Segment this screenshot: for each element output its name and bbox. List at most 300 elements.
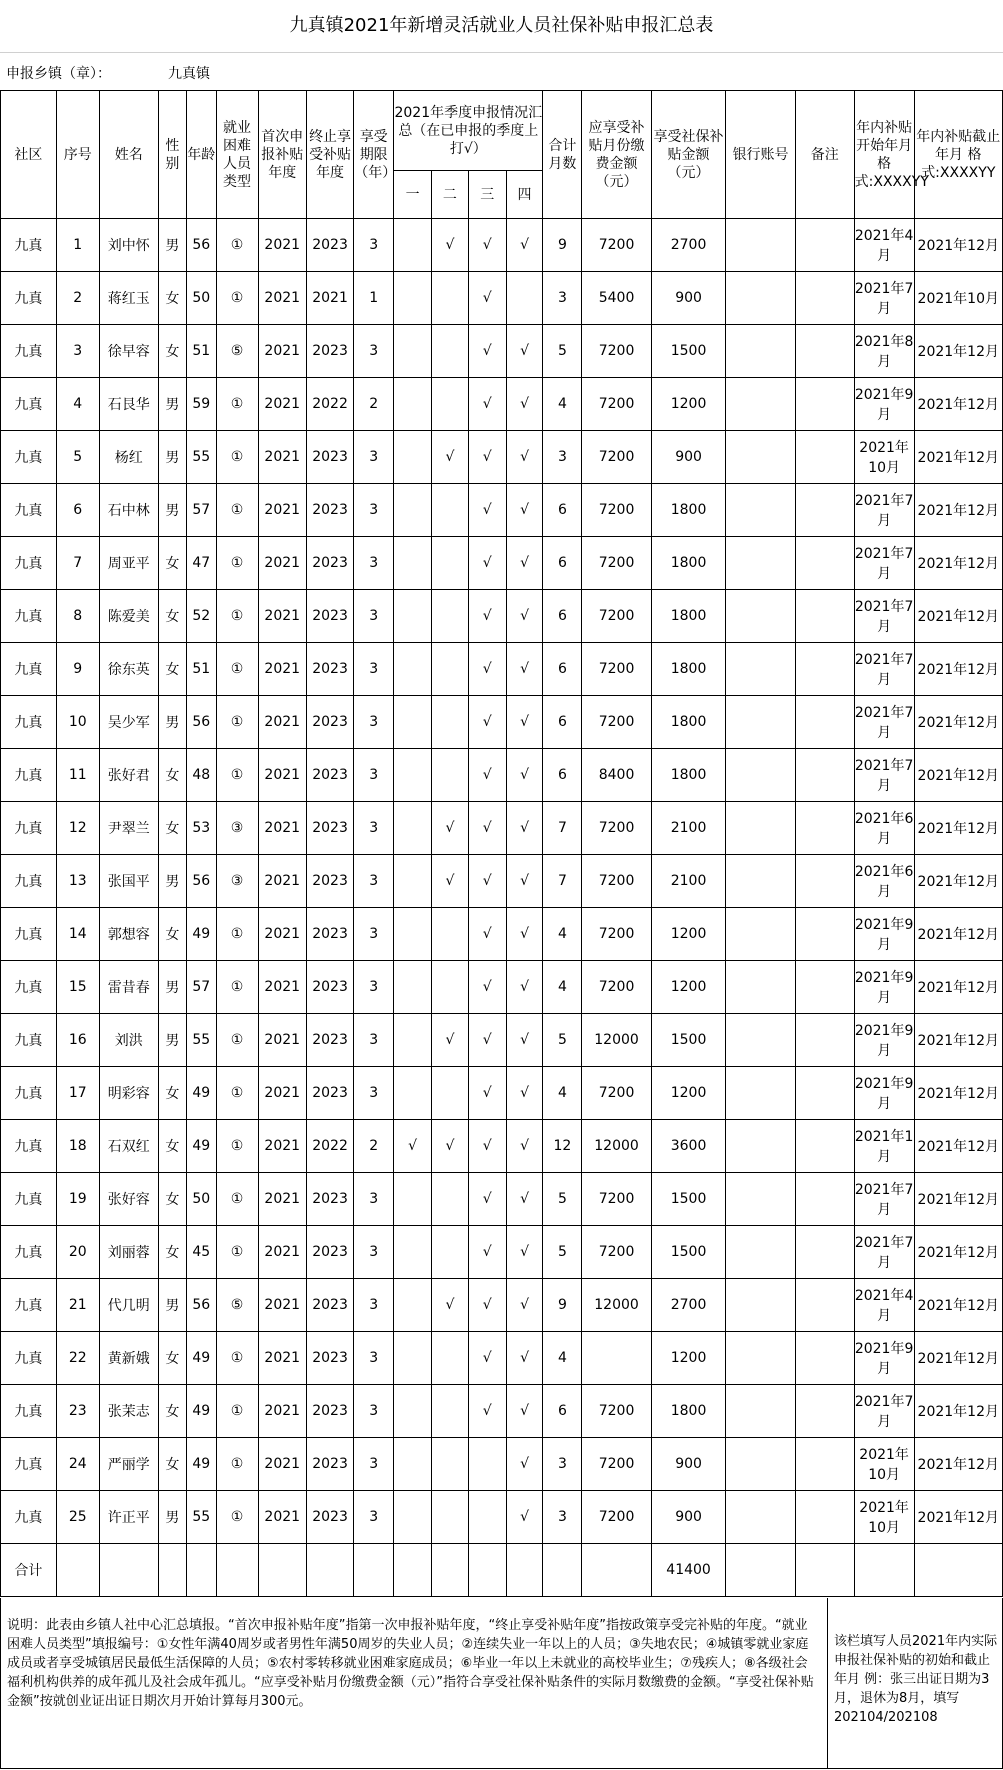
table-row	[1, 537, 1003, 590]
cell-seq: 15	[56, 961, 99, 1014]
cell-remark	[795, 908, 854, 961]
cell-end-month: 2021年12月	[914, 1385, 1002, 1438]
header-age: 年龄	[187, 91, 216, 219]
cell-remark	[795, 431, 854, 484]
cell-first-year: 2021	[258, 908, 306, 961]
cell-q1	[394, 1332, 432, 1385]
header-period: 享受期限（年）	[354, 91, 394, 219]
cell-remark	[795, 696, 854, 749]
cell-months: 6	[543, 1385, 582, 1438]
total-empty-cell	[187, 1544, 216, 1597]
cell-q4	[506, 272, 543, 325]
cell-period: 3	[354, 1226, 394, 1279]
cell-first-year: 2021	[258, 484, 306, 537]
cell-type: ③	[216, 855, 258, 908]
table-row	[1, 1332, 1003, 1385]
cell-q2: √	[432, 802, 469, 855]
cell-age: 57	[187, 484, 216, 537]
total-empty-cell	[158, 1544, 186, 1597]
cell-q3: √	[468, 537, 506, 590]
cell-q3: √	[468, 1014, 506, 1067]
cell-bank	[726, 802, 795, 855]
cell-q2	[432, 1067, 469, 1120]
table-row	[1, 1014, 1003, 1067]
cell-gender: 男	[158, 219, 186, 272]
cell-end-year: 2023	[306, 1014, 353, 1067]
cell-community: 九真	[1, 749, 57, 802]
cell-age: 52	[187, 590, 216, 643]
cell-age: 59	[187, 378, 216, 431]
cell-community: 九真	[1, 484, 57, 537]
cell-seq: 1	[56, 219, 99, 272]
cell-q1	[394, 1173, 432, 1226]
cell-period: 3	[354, 855, 394, 908]
cell-gender: 女	[158, 802, 186, 855]
cell-q1	[394, 431, 432, 484]
cell-end-month: 2021年12月	[914, 961, 1002, 1014]
cell-remark	[795, 802, 854, 855]
cell-end-year: 2023	[306, 1385, 353, 1438]
cell-q4: √	[506, 378, 543, 431]
cell-payable: 7200	[582, 325, 651, 378]
total-empty-cell	[795, 1544, 854, 1597]
cell-subsidy: 1200	[651, 1067, 726, 1120]
cell-gender: 女	[158, 590, 186, 643]
cell-community: 九真	[1, 1173, 57, 1226]
cell-end-month: 2021年12月	[914, 749, 1002, 802]
cell-q4: √	[506, 749, 543, 802]
cell-start-month: 2021年7月	[854, 696, 914, 749]
cell-remark	[795, 1279, 854, 1332]
cell-name: 严丽学	[99, 1438, 158, 1491]
cell-name: 黄新娥	[99, 1332, 158, 1385]
cell-type: ①	[216, 537, 258, 590]
cell-gender: 女	[158, 537, 186, 590]
cell-subsidy: 2700	[651, 219, 726, 272]
cell-q1	[394, 643, 432, 696]
cell-q4: √	[506, 802, 543, 855]
cell-community: 九真	[1, 272, 57, 325]
cell-start-month: 2021年9月	[854, 908, 914, 961]
cell-period: 3	[354, 484, 394, 537]
cell-start-month: 2021年4月	[854, 219, 914, 272]
cell-age: 55	[187, 1014, 216, 1067]
cell-months: 3	[543, 1491, 582, 1544]
cell-name: 徐东英	[99, 643, 158, 696]
cell-bank	[726, 378, 795, 431]
cell-gender: 女	[158, 1173, 186, 1226]
cell-q4: √	[506, 1120, 543, 1173]
cell-payable: 7200	[582, 537, 651, 590]
cell-type: ①	[216, 1014, 258, 1067]
cell-end-month: 2021年12月	[914, 219, 1002, 272]
cell-start-month: 2021年6月	[854, 855, 914, 908]
cell-start-month: 2021年7月	[854, 537, 914, 590]
cell-period: 2	[354, 378, 394, 431]
cell-q3	[468, 1438, 506, 1491]
cell-age: 53	[187, 802, 216, 855]
cell-remark	[795, 643, 854, 696]
cell-remark	[795, 219, 854, 272]
header-months: 合计月数	[543, 91, 582, 219]
cell-name: 石中林	[99, 484, 158, 537]
cell-q1	[394, 1067, 432, 1120]
cell-months: 4	[543, 1067, 582, 1120]
cell-end-year: 2023	[306, 1226, 353, 1279]
cell-q3: √	[468, 749, 506, 802]
cell-age: 51	[187, 643, 216, 696]
cell-q1	[394, 696, 432, 749]
cell-age: 56	[187, 855, 216, 908]
cell-q1	[394, 590, 432, 643]
total-empty-cell	[543, 1544, 582, 1597]
cell-community: 九真	[1, 1120, 57, 1173]
table-row	[1, 272, 1003, 325]
cell-remark	[795, 1067, 854, 1120]
cell-community: 九真	[1, 908, 57, 961]
applicant-label: 申报乡镇（章）：	[6, 66, 111, 82]
subsidy-table	[0, 90, 1003, 1597]
cell-type: ①	[216, 1438, 258, 1491]
cell-bank	[726, 1491, 795, 1544]
cell-months: 9	[543, 219, 582, 272]
cell-q3: √	[468, 908, 506, 961]
cell-start-month: 2021年9月	[854, 1014, 914, 1067]
header-name: 姓名	[99, 91, 158, 219]
cell-community: 九真	[1, 1491, 57, 1544]
cell-q1	[394, 1491, 432, 1544]
cell-q4: √	[506, 696, 543, 749]
header-subsidy: 享受社保补贴金额（元）	[651, 91, 726, 219]
cell-q2	[432, 325, 469, 378]
cell-gender: 男	[158, 1014, 186, 1067]
cell-age: 48	[187, 749, 216, 802]
cell-end-year: 2021	[306, 272, 353, 325]
cell-q1	[394, 219, 432, 272]
cell-remark	[795, 749, 854, 802]
cell-start-month: 2021年9月	[854, 1332, 914, 1385]
cell-name: 陈爱美	[99, 590, 158, 643]
cell-months: 4	[543, 961, 582, 1014]
table-row	[1, 908, 1003, 961]
cell-months: 4	[543, 1332, 582, 1385]
table-row	[1, 1067, 1003, 1120]
cell-q3	[468, 1491, 506, 1544]
cell-months: 5	[543, 1014, 582, 1067]
cell-q3: √	[468, 961, 506, 1014]
cell-start-month: 2021年10月	[854, 431, 914, 484]
total-empty-cell	[914, 1544, 1002, 1597]
cell-bank	[726, 272, 795, 325]
cell-subsidy: 1200	[651, 961, 726, 1014]
cell-subsidy: 1500	[651, 1226, 726, 1279]
cell-first-year: 2021	[258, 272, 306, 325]
cell-name: 徐早容	[99, 325, 158, 378]
cell-end-year: 2022	[306, 378, 353, 431]
cell-q3: √	[468, 272, 506, 325]
cell-gender: 男	[158, 1491, 186, 1544]
cell-name: 石双红	[99, 1120, 158, 1173]
cell-community: 九真	[1, 1332, 57, 1385]
cell-q4: √	[506, 325, 543, 378]
cell-bank	[726, 590, 795, 643]
cell-community: 九真	[1, 537, 57, 590]
cell-q2	[432, 961, 469, 1014]
cell-period: 3	[354, 643, 394, 696]
cell-start-month: 2021年4月	[854, 1279, 914, 1332]
cell-seq: 10	[56, 696, 99, 749]
cell-q2	[432, 484, 469, 537]
cell-period: 3	[354, 1332, 394, 1385]
cell-age: 55	[187, 431, 216, 484]
cell-community: 九真	[1, 378, 57, 431]
cell-end-year: 2023	[306, 961, 353, 1014]
header-bank: 银行账号	[726, 91, 795, 219]
cell-end-month: 2021年12月	[914, 696, 1002, 749]
cell-q2	[432, 1332, 469, 1385]
cell-q4: √	[506, 855, 543, 908]
cell-q2	[432, 908, 469, 961]
cell-seq: 7	[56, 537, 99, 590]
cell-q4: √	[506, 908, 543, 961]
cell-q3: √	[468, 1385, 506, 1438]
cell-type: ①	[216, 1385, 258, 1438]
cell-gender: 男	[158, 696, 186, 749]
cell-bank	[726, 961, 795, 1014]
cell-type: ①	[216, 272, 258, 325]
cell-payable: 7200	[582, 1226, 651, 1279]
cell-age: 47	[187, 537, 216, 590]
cell-q4: √	[506, 1173, 543, 1226]
cell-q1	[394, 484, 432, 537]
cell-gender: 男	[158, 961, 186, 1014]
cell-first-year: 2021	[258, 378, 306, 431]
cell-end-month: 2021年12月	[914, 855, 1002, 908]
cell-age: 49	[187, 908, 216, 961]
table-body	[1, 219, 1003, 1597]
total-subsidy: 41400	[651, 1544, 726, 1597]
cell-community: 九真	[1, 219, 57, 272]
cell-subsidy: 1500	[651, 325, 726, 378]
cell-subsidy: 1500	[651, 1173, 726, 1226]
cell-gender: 女	[158, 1067, 186, 1120]
cell-first-year: 2021	[258, 537, 306, 590]
cell-type: ①	[216, 696, 258, 749]
cell-bank	[726, 1438, 795, 1491]
cell-subsidy: 900	[651, 1438, 726, 1491]
cell-name: 雷昔春	[99, 961, 158, 1014]
cell-end-month: 2021年12月	[914, 484, 1002, 537]
cell-bank	[726, 749, 795, 802]
cell-payable: 8400	[582, 749, 651, 802]
cell-q1	[394, 1226, 432, 1279]
cell-subsidy: 1800	[651, 696, 726, 749]
total-empty-cell	[432, 1544, 469, 1597]
cell-q3: √	[468, 855, 506, 908]
cell-seq: 24	[56, 1438, 99, 1491]
notes-section	[0, 1598, 1003, 1770]
cell-first-year: 2021	[258, 219, 306, 272]
cell-seq: 21	[56, 1279, 99, 1332]
cell-age: 49	[187, 1438, 216, 1491]
cell-q4: √	[506, 537, 543, 590]
cell-type: ①	[216, 643, 258, 696]
cell-end-month: 2021年12月	[914, 1014, 1002, 1067]
cell-end-month: 2021年12月	[914, 1491, 1002, 1544]
header-remark: 备注	[795, 91, 854, 219]
cell-name: 刘中怀	[99, 219, 158, 272]
cell-payable: 7200	[582, 431, 651, 484]
cell-q1	[394, 802, 432, 855]
cell-end-month: 2021年12月	[914, 1226, 1002, 1279]
cell-months: 4	[543, 908, 582, 961]
cell-start-month: 2021年7月	[854, 1226, 914, 1279]
cell-q3: √	[468, 1173, 506, 1226]
cell-remark	[795, 325, 854, 378]
cell-q4: √	[506, 961, 543, 1014]
cell-seq: 17	[56, 1067, 99, 1120]
cell-q2: √	[432, 1014, 469, 1067]
cell-name: 周亚平	[99, 537, 158, 590]
cell-remark	[795, 1385, 854, 1438]
cell-start-month: 2021年7月	[854, 1173, 914, 1226]
cell-start-month: 2021年6月	[854, 802, 914, 855]
table-row	[1, 484, 1003, 537]
cell-period: 3	[354, 802, 394, 855]
total-empty-cell	[99, 1544, 158, 1597]
cell-q2	[432, 749, 469, 802]
cell-first-year: 2021	[258, 1385, 306, 1438]
cell-end-year: 2023	[306, 908, 353, 961]
cell-q3: √	[468, 802, 506, 855]
cell-seq: 23	[56, 1385, 99, 1438]
cell-age: 45	[187, 1226, 216, 1279]
cell-age: 49	[187, 1120, 216, 1173]
header-gender: 性别	[158, 91, 186, 219]
cell-months: 5	[543, 1173, 582, 1226]
cell-payable: 7200	[582, 1173, 651, 1226]
cell-q4: √	[506, 1067, 543, 1120]
cell-first-year: 2021	[258, 1067, 306, 1120]
cell-bank	[726, 1332, 795, 1385]
cell-payable: 7200	[582, 1438, 651, 1491]
cell-age: 50	[187, 272, 216, 325]
cell-q3: √	[468, 1279, 506, 1332]
cell-months: 5	[543, 325, 582, 378]
cell-months: 9	[543, 1279, 582, 1332]
cell-bank	[726, 219, 795, 272]
cell-subsidy: 2100	[651, 855, 726, 908]
cell-community: 九真	[1, 1438, 57, 1491]
cell-age: 49	[187, 1067, 216, 1120]
cell-remark	[795, 272, 854, 325]
cell-type: ①	[216, 1332, 258, 1385]
cell-q4: √	[506, 1332, 543, 1385]
header-end-month: 年内补贴截止年月 格式:XXXXYY	[914, 91, 1002, 219]
cell-end-month: 2021年12月	[914, 1438, 1002, 1491]
cell-end-month: 2021年12月	[914, 431, 1002, 484]
cell-q4: √	[506, 643, 543, 696]
header-first-year: 首次申报补贴年度	[258, 91, 306, 219]
table-row	[1, 1385, 1003, 1438]
cell-q2: √	[432, 1120, 469, 1173]
cell-name: 郭想容	[99, 908, 158, 961]
cell-bank	[726, 325, 795, 378]
cell-payable: 12000	[582, 1120, 651, 1173]
cell-first-year: 2021	[258, 590, 306, 643]
cell-name: 刘洪	[99, 1014, 158, 1067]
cell-period: 3	[354, 1014, 394, 1067]
cell-months: 6	[543, 643, 582, 696]
cell-gender: 男	[158, 431, 186, 484]
cell-age: 56	[187, 1279, 216, 1332]
cell-q1: √	[394, 1120, 432, 1173]
cell-first-year: 2021	[258, 1438, 306, 1491]
cell-period: 3	[354, 696, 394, 749]
header-start-month: 年内补贴开始年月 格式:XXXXYY	[854, 91, 914, 219]
cell-remark	[795, 1491, 854, 1544]
cell-period: 2	[354, 1120, 394, 1173]
cell-start-month: 2021年10月	[854, 1438, 914, 1491]
cell-bank	[726, 1385, 795, 1438]
cell-subsidy: 1200	[651, 378, 726, 431]
header-q4: 四	[506, 171, 543, 219]
cell-community: 九真	[1, 1226, 57, 1279]
cell-payable: 5400	[582, 272, 651, 325]
cell-payable: 7200	[582, 484, 651, 537]
cell-q3: √	[468, 1067, 506, 1120]
cell-q3: √	[468, 484, 506, 537]
cell-payable: 7200	[582, 855, 651, 908]
cell-gender: 女	[158, 325, 186, 378]
cell-name: 张国平	[99, 855, 158, 908]
total-empty-cell	[854, 1544, 914, 1597]
cell-gender: 男	[158, 378, 186, 431]
cell-months: 6	[543, 537, 582, 590]
cell-end-year: 2023	[306, 1491, 353, 1544]
cell-q4: √	[506, 1438, 543, 1491]
cell-months: 3	[543, 431, 582, 484]
cell-first-year: 2021	[258, 1332, 306, 1385]
cell-name: 石艮华	[99, 378, 158, 431]
cell-q2	[432, 1173, 469, 1226]
table-row	[1, 431, 1003, 484]
total-empty-cell	[354, 1544, 394, 1597]
cell-name: 蒋红玉	[99, 272, 158, 325]
cell-start-month: 2021年7月	[854, 272, 914, 325]
cell-q3: √	[468, 378, 506, 431]
cell-q3: √	[468, 696, 506, 749]
total-empty-cell	[506, 1544, 543, 1597]
cell-end-year: 2023	[306, 219, 353, 272]
cell-remark	[795, 1226, 854, 1279]
cell-subsidy: 1800	[651, 643, 726, 696]
cell-seq: 9	[56, 643, 99, 696]
cell-start-month: 2021年7月	[854, 643, 914, 696]
header-community: 社区	[1, 91, 57, 219]
cell-age: 49	[187, 1332, 216, 1385]
cell-q4: √	[506, 1279, 543, 1332]
cell-months: 5	[543, 1226, 582, 1279]
cell-bank	[726, 1014, 795, 1067]
cell-seq: 18	[56, 1120, 99, 1173]
header-end-year: 终止享受补贴年度	[306, 91, 353, 219]
cell-months: 12	[543, 1120, 582, 1173]
cell-end-month: 2021年12月	[914, 378, 1002, 431]
applicant-value: 九真镇	[168, 66, 210, 82]
cell-seq: 20	[56, 1226, 99, 1279]
cell-seq: 16	[56, 1014, 99, 1067]
